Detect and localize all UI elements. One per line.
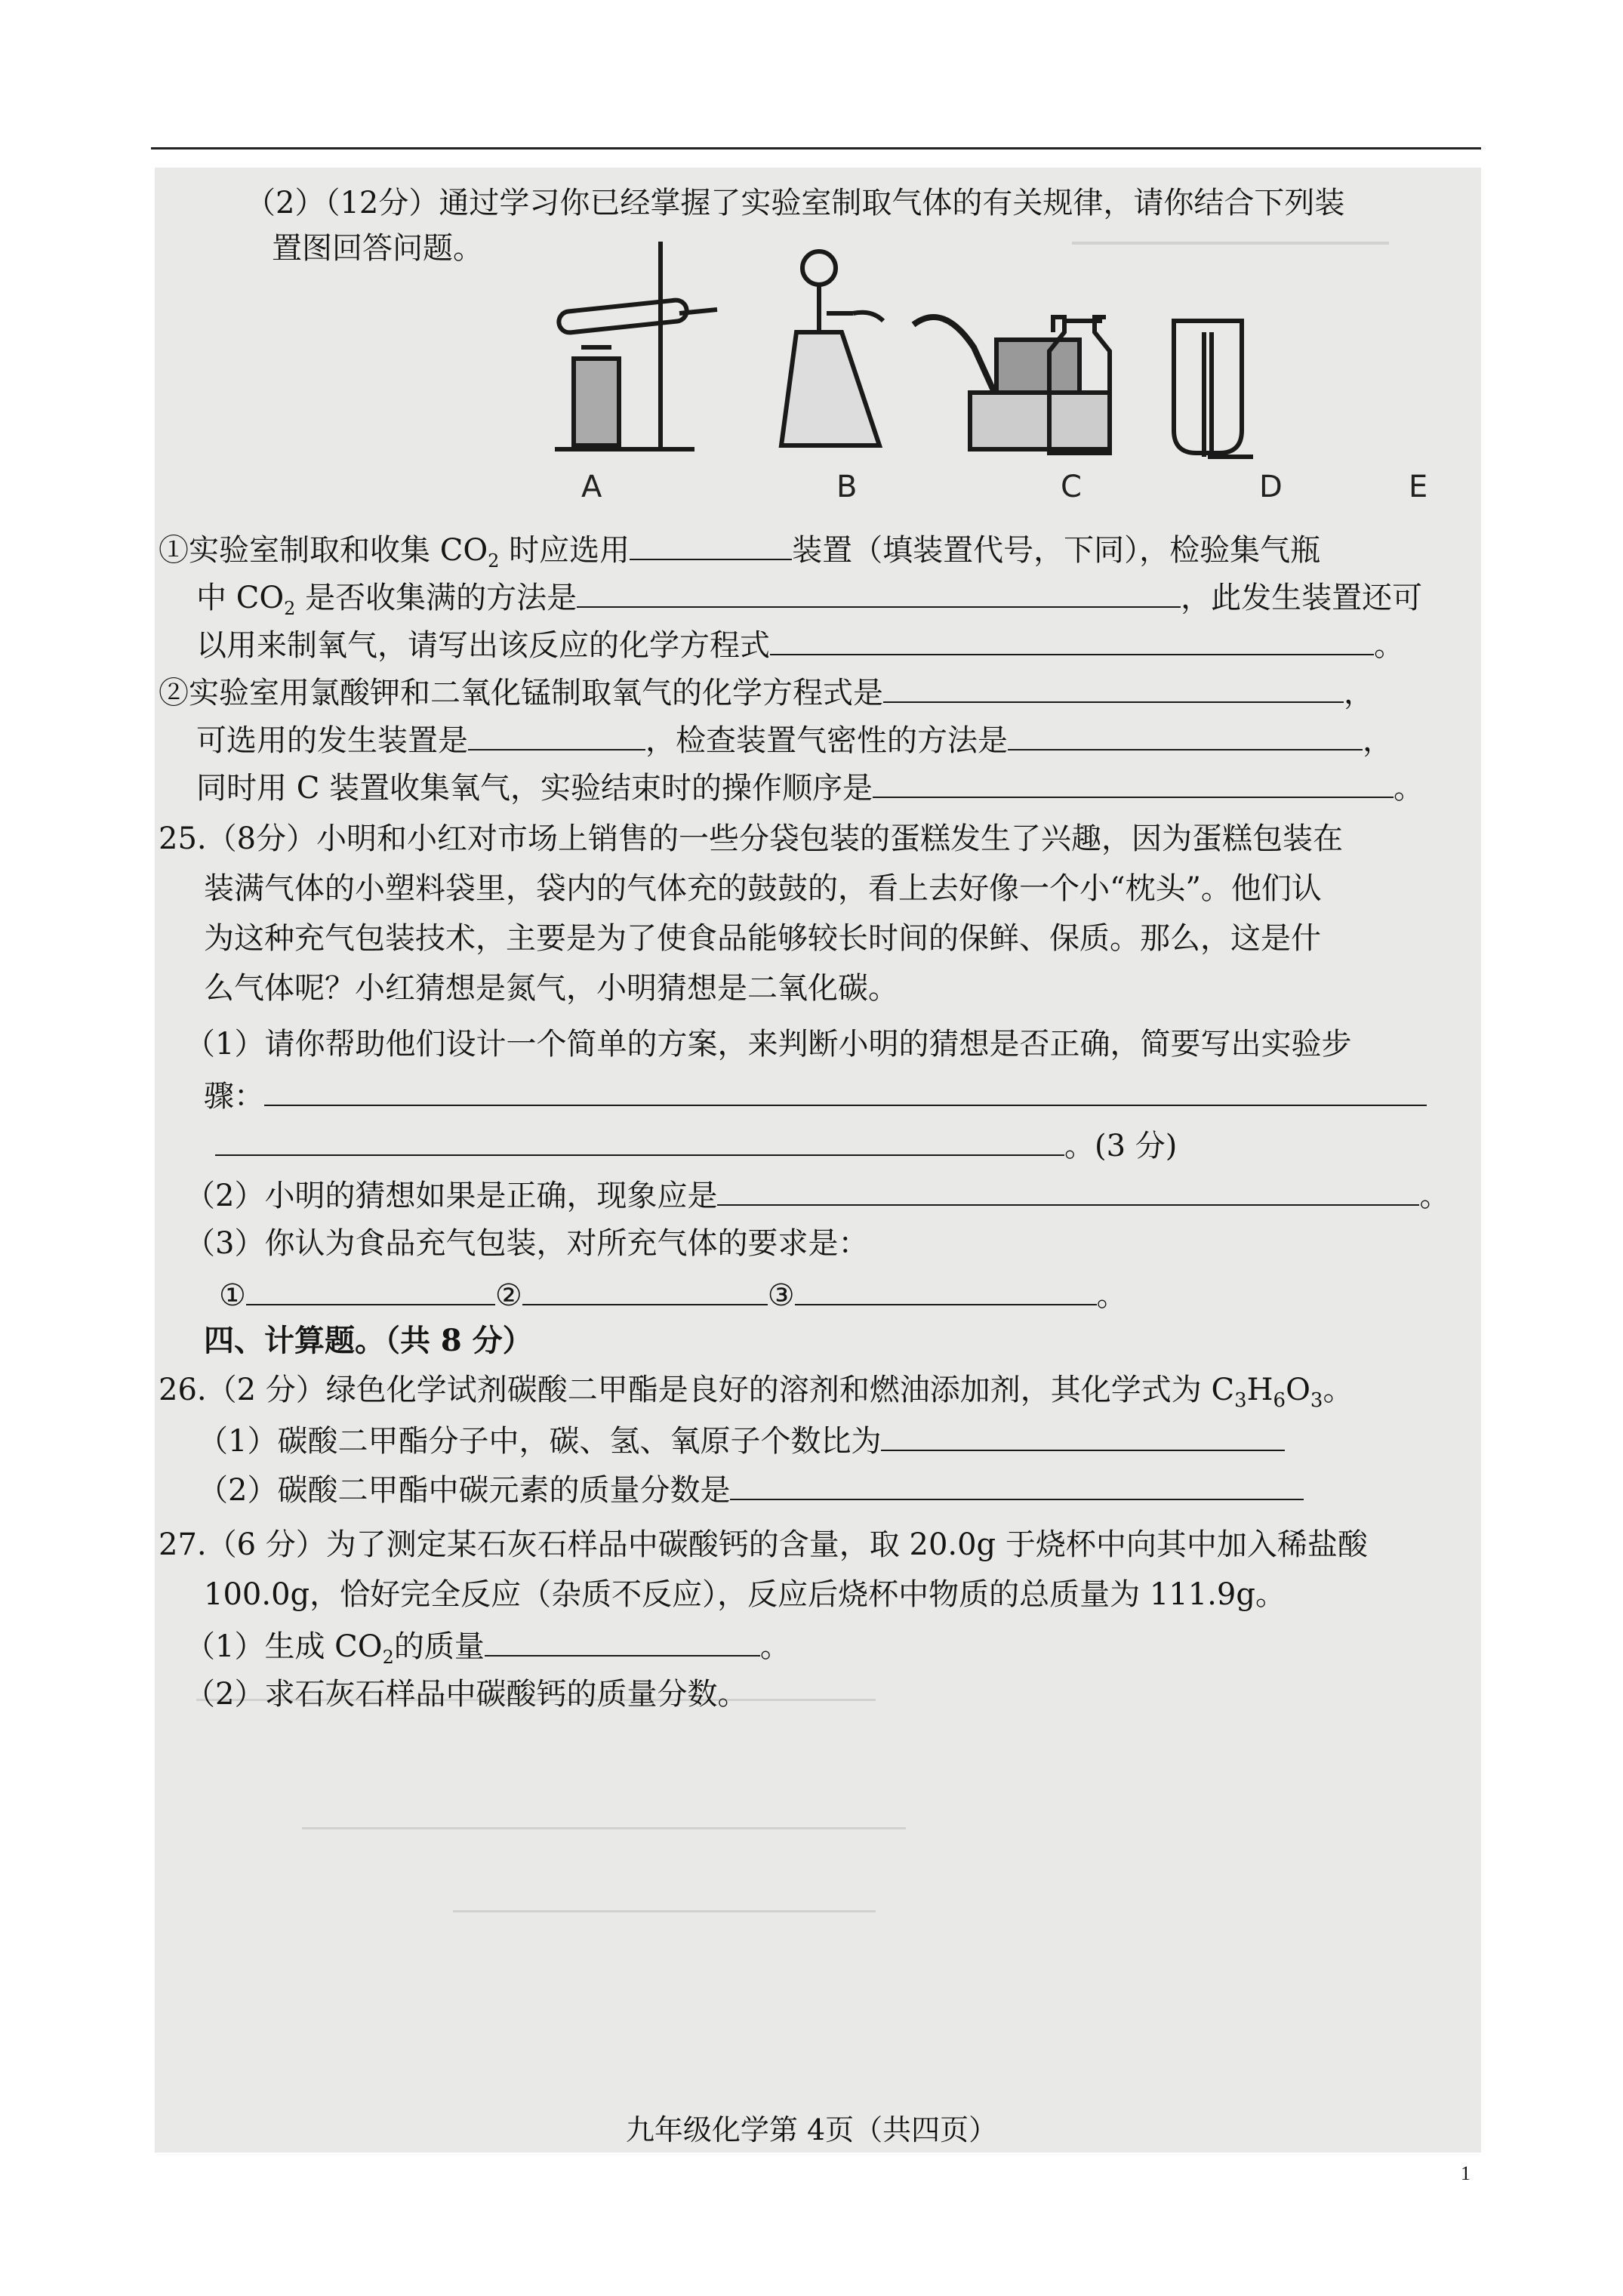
q27-line1: 27.（6 分）为了测定某石灰石样品中碳酸钙的含量，取 20.0g 于烧杯中向其中加入稀盐酸 bbox=[159, 1527, 1368, 1562]
q27-part2: （2）求石灰石样品中碳酸钙的质量分数。 bbox=[185, 1677, 748, 1712]
answer-blank-atom-ratio[interactable] bbox=[881, 1419, 1285, 1451]
q27-part1-end: 。 bbox=[759, 1629, 790, 1664]
q24-sub2-line2-b: ，检查装置气密性的方法是 bbox=[645, 723, 1008, 758]
answer-blank-requirement-1[interactable] bbox=[246, 1274, 495, 1305]
q25-line1: 25.（8分）小明和小红对市场上销售的一些分袋包装的蛋糕发生了兴趣，因为蛋糕包装在 bbox=[159, 821, 1344, 856]
q25-option-1-marker: ① bbox=[219, 1278, 246, 1313]
section-title-calculation: 四、计算题。（共 8 分） bbox=[204, 1323, 533, 1358]
q25-line2: 装满气体的小塑料袋里，袋内的气体充的鼓鼓的，看上去好像一个小“枕头”。他们认 bbox=[204, 871, 1322, 906]
q26-part1-text: （1）碳酸二甲酯分子中，碳、氢、氧原子个数比为 bbox=[198, 1424, 882, 1459]
apparatus-label-e: E bbox=[1409, 470, 1428, 504]
apparatus-label-c: C bbox=[1061, 470, 1082, 504]
q24-sub2-line2 bbox=[196, 719, 1393, 760]
noise bbox=[453, 1910, 876, 1912]
q27-part1-b: 的质量 bbox=[393, 1629, 485, 1664]
q24-sub2-line1-end: ， bbox=[1344, 676, 1374, 710]
q24-sub1-line3 bbox=[196, 624, 1404, 665]
q26-part2-text: （2）碳酸二甲酯中碳元素的质量分数是 bbox=[198, 1473, 731, 1508]
apparatus-figure bbox=[528, 227, 1480, 506]
formula-h: H bbox=[1246, 1373, 1273, 1407]
q24-sub1-line3-text: 以用来制氧气，请写出该反应的化学方程式 bbox=[196, 628, 770, 663]
formula-subscript: 3 bbox=[1234, 1389, 1247, 1412]
q25-line4: 么气体呢？小红猜想是氮气，小明猜想是二氧化碳。 bbox=[204, 971, 898, 1006]
q25-part1-step-label: 骤： bbox=[204, 1079, 264, 1114]
q25-part2-end: 。 bbox=[1419, 1179, 1450, 1213]
q25-part1-line2 bbox=[204, 1074, 1427, 1116]
noise bbox=[302, 1827, 906, 1829]
answer-blank-airtight[interactable] bbox=[1008, 719, 1363, 750]
answer-blank-requirement-2[interactable] bbox=[522, 1274, 768, 1305]
q24-sub2-line1 bbox=[159, 671, 1374, 713]
subscript-2: 2 bbox=[284, 598, 296, 619]
apparatus-label-a: A bbox=[581, 470, 602, 504]
q24-sub2-line1-text: ②实验室用氯酸钾和二氧化锰制取氧气的化学方程式是 bbox=[159, 676, 883, 710]
answer-blank-kclo3-equation[interactable] bbox=[883, 671, 1344, 703]
q25-part1-line3 bbox=[215, 1124, 1177, 1166]
q24-intro-line2: 置图回答问题。 bbox=[272, 231, 483, 266]
q25-part2-text: （2）小明的猜想如果是正确，现象应是 bbox=[185, 1179, 718, 1213]
q27-part1 bbox=[185, 1625, 790, 1677]
q26-part1 bbox=[198, 1419, 1285, 1461]
q26-part2 bbox=[198, 1469, 1304, 1510]
answer-blank-co2-mass[interactable] bbox=[485, 1625, 760, 1657]
q25-line3: 为这种充气包装技术，主要是为了使食品能够较长时间的保鲜、保质。那么，这是什 bbox=[204, 921, 1321, 956]
answer-blank-steps-2[interactable] bbox=[215, 1124, 1064, 1156]
q25-part3-options bbox=[219, 1274, 1127, 1315]
q24-sub1-line1 bbox=[159, 529, 1320, 581]
answer-blank-equation-o2[interactable] bbox=[770, 624, 1374, 655]
q25-part3: （3）你认为食品充气包装，对所充气体的要求是： bbox=[185, 1226, 869, 1261]
q25-part1-score: 。(3 分) bbox=[1064, 1129, 1178, 1163]
page-footer: 九年级化学第 4页（共四页） bbox=[625, 2113, 998, 2147]
apparatus-label-b: B bbox=[836, 470, 858, 504]
subscript-2: 2 bbox=[382, 1647, 394, 1668]
q25-part1-line1: （1）请你帮助他们设计一个简单的方案，来判断小明的猜想是否正确，简要写出实验步 bbox=[185, 1027, 1352, 1062]
q26-line1 bbox=[159, 1370, 1353, 1420]
q24-sub2-line3-text: 同时用 C 装置收集氧气，实验结束时的操作顺序是 bbox=[196, 771, 873, 806]
q25-part2 bbox=[185, 1174, 1449, 1216]
q24-sub1-line2-a: 中 CO bbox=[196, 581, 285, 615]
answer-blank-requirement-3[interactable] bbox=[795, 1274, 1097, 1305]
q24-sub2-line2-end: ， bbox=[1363, 723, 1393, 758]
q24-intro-line1: （2）（12分）通过学习你已经掌握了实验室制取气体的有关规律，请你结合下列装 bbox=[245, 186, 1345, 220]
answer-blank-check-full[interactable] bbox=[577, 576, 1181, 608]
q25-part3-end: 。 bbox=[1096, 1278, 1127, 1313]
q24-sub2-line2-a: 可选用的发生装置是 bbox=[196, 723, 468, 758]
q24-sub1-line2-c: ，此发生装置还可 bbox=[1181, 581, 1423, 615]
apparatus-label-d: D bbox=[1259, 470, 1283, 504]
formula-subscript: 6 bbox=[1273, 1389, 1286, 1412]
answer-blank-operation-order[interactable] bbox=[873, 766, 1394, 798]
q27-line2: 100.0g，恰好完全反应（杂质不反应），反应后烧杯中物质的总质量为 111.9g。 bbox=[204, 1577, 1286, 1612]
top-rule bbox=[151, 147, 1481, 149]
q26-text: 26.（2 分）绿色化学试剂碳酸二甲酯是良好的溶剂和燃油添加剂，其化学式为 C bbox=[159, 1373, 1235, 1407]
subscript-2: 2 bbox=[488, 550, 500, 572]
q26-end: 。 bbox=[1323, 1373, 1354, 1407]
answer-blank-carbon-fraction[interactable] bbox=[730, 1469, 1304, 1500]
q24-sub1-text-b: 时应选用 bbox=[509, 533, 630, 568]
q25-option-3-marker: ③ bbox=[767, 1278, 795, 1313]
q24-sub2-line3-end: 。 bbox=[1394, 771, 1424, 806]
answer-blank-steps-1[interactable] bbox=[264, 1074, 1427, 1106]
q24-sub1-text-a: ①实验室制取和收集 CO bbox=[159, 533, 488, 568]
page-number: 1 bbox=[1461, 2162, 1471, 2184]
q24-sub1-line3-end: 。 bbox=[1374, 628, 1404, 663]
q24-sub1-line2-b: 是否收集满的方法是 bbox=[305, 581, 577, 615]
answer-blank-phenomenon[interactable] bbox=[717, 1174, 1419, 1206]
q24-sub1-line2 bbox=[196, 576, 1422, 628]
formula-o: O bbox=[1286, 1373, 1310, 1407]
q24-sub1-text-c: 装置（填装置代号，下同），检验集气瓶 bbox=[792, 533, 1321, 568]
q24-sub2-line3 bbox=[196, 766, 1424, 808]
answer-blank-generator[interactable] bbox=[468, 719, 645, 750]
answer-blank-apparatus-co2[interactable] bbox=[630, 529, 792, 560]
q27-part1-a: （1）生成 CO bbox=[185, 1629, 383, 1664]
formula-subscript: 3 bbox=[1310, 1389, 1323, 1412]
q25-option-2-marker: ② bbox=[494, 1278, 522, 1313]
